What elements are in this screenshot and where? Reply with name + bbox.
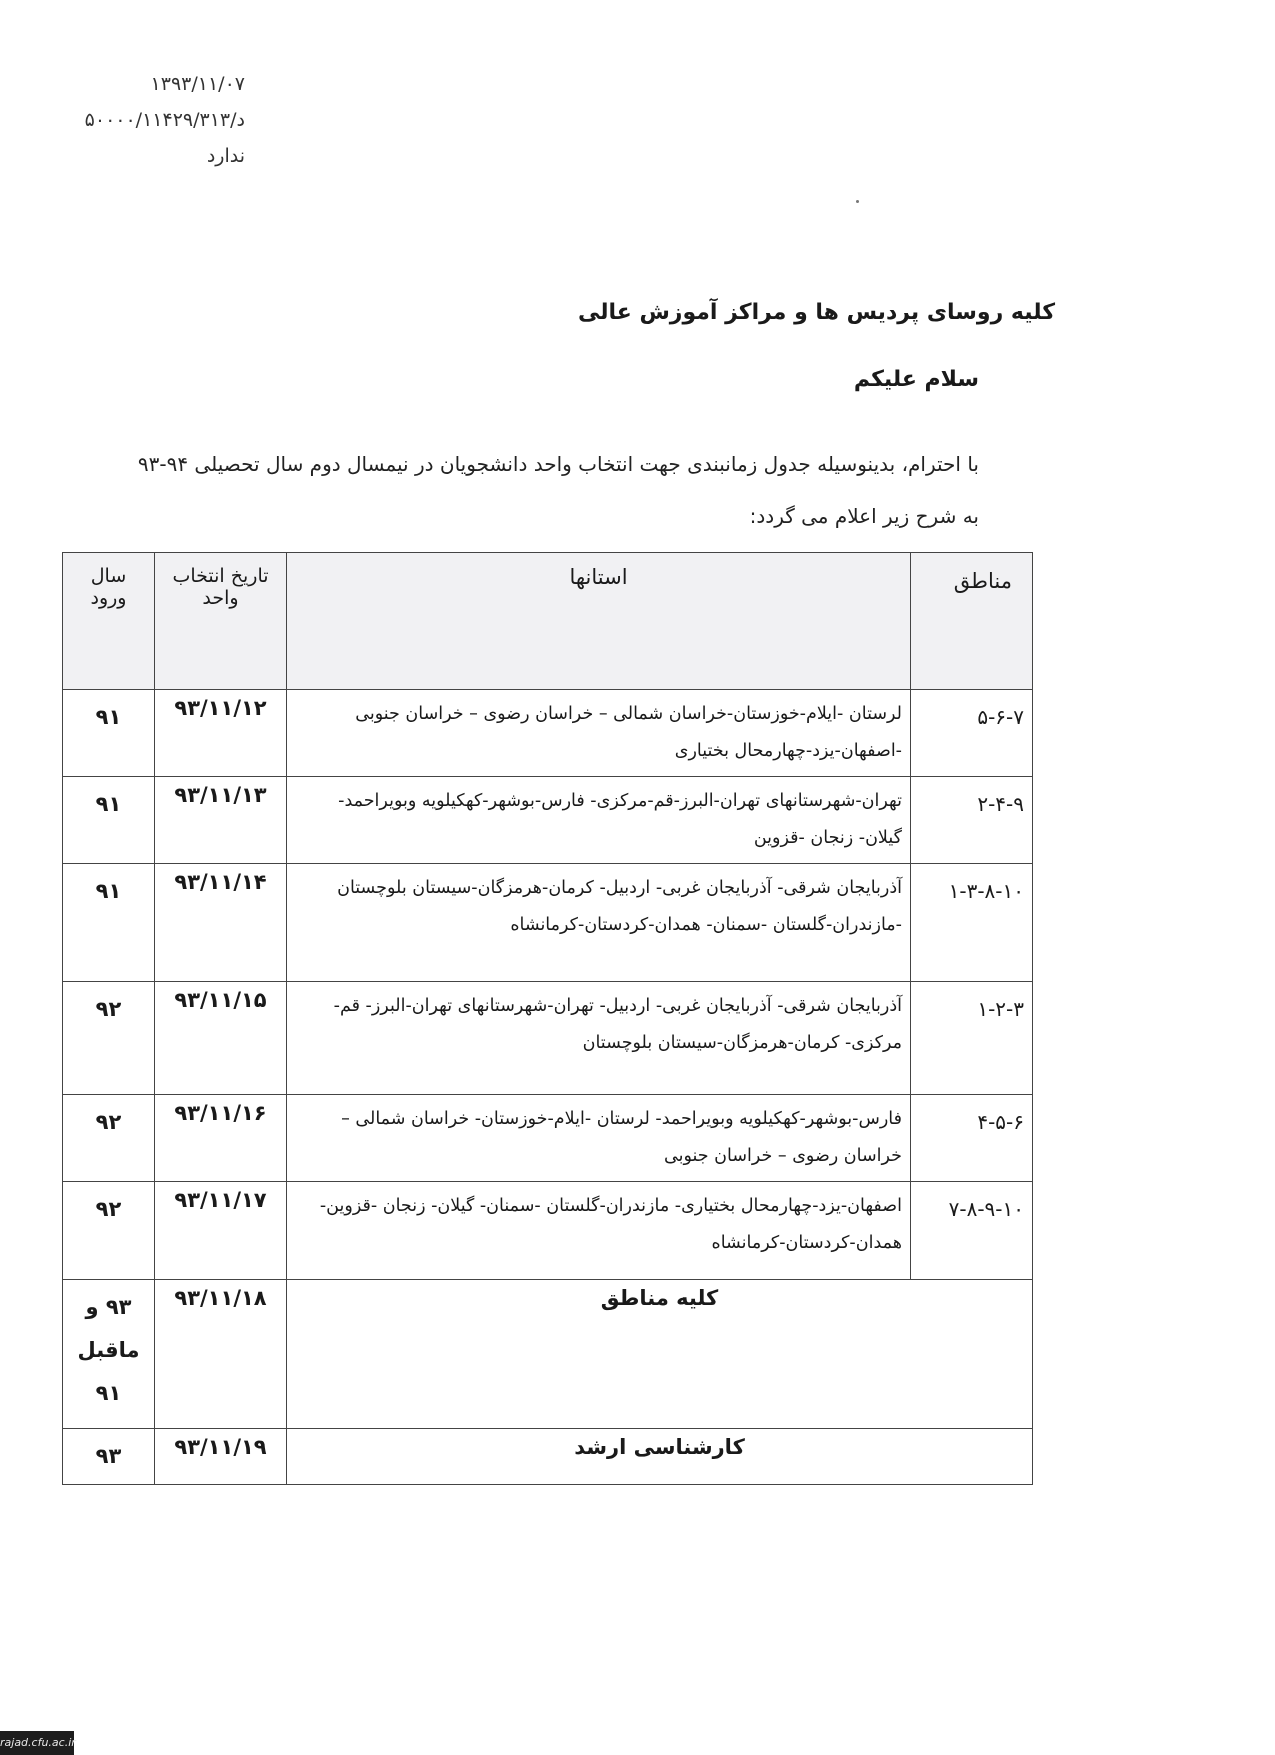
site-watermark: rajad.cfu.ac.ir bbox=[0, 1731, 74, 1755]
cell-region: ۴-۵-۶ bbox=[911, 1095, 1033, 1182]
cell-date: ۹۳/۱۱/۱۹ bbox=[155, 1429, 287, 1485]
schedule-table bbox=[62, 552, 1033, 1485]
table-row bbox=[63, 777, 1033, 864]
cell-provinces: آذربایجان شرقی- آذربایجان غربی- اردبیل- تهران-شهرستانهای تهران-البرز- قم-مرکزی- کرمان-هرمزگان-سیستان بلوچستان bbox=[287, 982, 911, 1095]
header-date: تاریخ انتخاب واحد bbox=[155, 553, 287, 690]
cell-provinces: آذربایجان شرقی- آذربایجان غربی- اردبیل- کرمان-هرمزگان-سیستان بلوچستان -مازندران-گلستان -سمنان- همدان-کردستان-کرمانشاه bbox=[287, 864, 911, 982]
table-row bbox=[63, 864, 1033, 982]
table-row bbox=[63, 1095, 1033, 1182]
cell-date: ۹۳/۱۱/۱۴ bbox=[155, 864, 287, 982]
table-row bbox=[63, 1280, 1033, 1429]
letter-number: د/۵۰۰۰۰/۱۱۴۲۹/۳۱۳ bbox=[84, 109, 245, 131]
cell-date: ۹۳/۱۱/۱۷ bbox=[155, 1182, 287, 1280]
letter-body: با احترام، بدینوسیله جدول زمانبندی جهت انتخاب واحد دانشجویان در نیمسال دوم سال تحصیلی ۹۴-۹۳ به شرح زیر اعلام می گردد: bbox=[137, 452, 979, 528]
cell-region: ۱-۲-۳ bbox=[911, 982, 1033, 1095]
cell-year: ۹۱ bbox=[63, 777, 155, 864]
cell-all-regions: کلیه مناطق bbox=[287, 1280, 1033, 1429]
cell-region: ۲-۴-۹ bbox=[911, 777, 1033, 864]
cell-date: ۹۳/۱۱/۱۵ bbox=[155, 982, 287, 1095]
table-row bbox=[63, 982, 1033, 1095]
cell-provinces: اصفهان-یزد-چهارمحال بختیاری- مازندران-گلستان -سمنان- گیلان- زنجان -قزوین- همدان-کردستان-کرمانشاه bbox=[287, 1182, 911, 1280]
greeting: سلام علیکم bbox=[853, 367, 979, 392]
table-row bbox=[63, 1429, 1033, 1485]
header-year: سال ورود bbox=[63, 553, 155, 690]
cell-date: ۹۳/۱۱/۱۸ bbox=[155, 1280, 287, 1429]
table-row bbox=[63, 690, 1033, 777]
letter-meta bbox=[40, 66, 245, 174]
cell-provinces: فارس-بوشهر-کهکیلویه وبویراحمد- لرستان -ایلام-خوزستان- خراسان شمالی – خراسان رضوی – خراسان جنوبی bbox=[287, 1095, 911, 1182]
addressee: کلیه روسای پردیس ها و مراکز آموزش عالی bbox=[577, 300, 1055, 325]
cell-masters: کارشناسی ارشد bbox=[287, 1429, 1033, 1485]
cell-provinces: لرستان -ایلام-خوزستان-خراسان شمالی – خراسان رضوی – خراسان جنوبی -اصفهان-یزد-چهارمحال بختیاری bbox=[287, 690, 911, 777]
cell-date: ۹۳/۱۱/۱۶ bbox=[155, 1095, 287, 1182]
cell-region: ۱-۳-۸-۱۰ bbox=[911, 864, 1033, 982]
header-region: مناطق bbox=[911, 553, 1033, 690]
cell-year: ۹۲ bbox=[63, 982, 155, 1095]
header-provinces: استانها bbox=[287, 553, 911, 690]
cell-year: ۹۲ bbox=[63, 1095, 155, 1182]
cell-year: ۹۱ bbox=[63, 864, 155, 982]
table-header-row bbox=[63, 553, 1033, 690]
cell-year: ۹۲ bbox=[63, 1182, 155, 1280]
cell-region: ۵-۶-۷ bbox=[911, 690, 1033, 777]
cell-region: ۷-۸-۹-۱۰ bbox=[911, 1182, 1033, 1280]
cell-provinces: تهران-شهرستانهای تهران-البرز-قم-مرکزی- فارس-بوشهر-کهکیلویه وبویراحمد-گیلان- زنجان -قزوین bbox=[287, 777, 911, 864]
cell-year: ۹۳ bbox=[63, 1429, 155, 1485]
letter-attachment: ندارد bbox=[206, 145, 245, 167]
cell-year: ۹۳ و ماقبل ۹۱ bbox=[63, 1280, 155, 1429]
cell-year: ۹۱ bbox=[63, 690, 155, 777]
letter-date: ۱۳۹۳/۱۱/۰۷ bbox=[150, 73, 245, 95]
cell-date: ۹۳/۱۱/۱۳ bbox=[155, 777, 287, 864]
scan-speck bbox=[856, 200, 859, 203]
cell-date: ۹۳/۱۱/۱۲ bbox=[155, 690, 287, 777]
table-row bbox=[63, 1182, 1033, 1280]
